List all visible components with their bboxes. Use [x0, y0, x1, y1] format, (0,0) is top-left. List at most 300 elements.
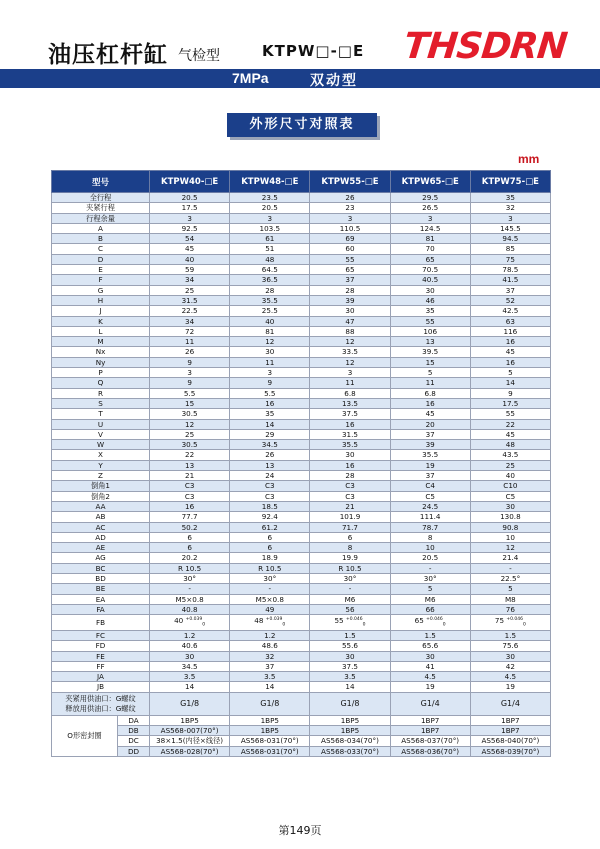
table-cell [310, 615, 390, 631]
table-cell: G1/8 [230, 692, 310, 715]
table-cell: 11 [230, 357, 310, 367]
table-cell: 47 [310, 316, 390, 326]
pressure-label: 7MPa [232, 70, 269, 86]
table-cell: 23.5 [230, 193, 310, 203]
table-row [52, 471, 551, 481]
table-cell: 90.8 [470, 522, 550, 532]
table-cell: 26.5 [390, 203, 470, 213]
table-cell: 37 [310, 275, 390, 285]
row-label-port [52, 692, 150, 715]
table-cell: 94.5 [470, 234, 550, 244]
table-cell: 39 [310, 295, 390, 305]
seal-row-label: DD [118, 746, 150, 756]
table-cell: 37 [390, 471, 470, 481]
table-cell: 12 [310, 357, 390, 367]
row-label: Q [52, 378, 150, 388]
table-cell: 22 [470, 419, 550, 429]
table-cell: 64.5 [230, 265, 310, 275]
table-cell: 30 [390, 285, 470, 295]
table-cell: 6 [310, 532, 390, 542]
tolerance-upper: +0.046 [506, 617, 523, 623]
row-label: FD [52, 641, 150, 651]
table-cell: 55 [470, 409, 550, 419]
table-cell: 77.7 [150, 512, 230, 522]
table-cell: R 10.5 [310, 563, 390, 573]
table-cell: 10 [470, 532, 550, 542]
row-label: R [52, 388, 150, 398]
table-cell: 3 [230, 368, 310, 378]
table-cell: 65 [310, 265, 390, 275]
tolerance-upper: +0.046 [426, 617, 443, 623]
table-row [52, 604, 551, 614]
table-cell: 9 [470, 388, 550, 398]
row-label: S [52, 398, 150, 408]
table-cell: 59 [150, 265, 230, 275]
table-cell: 17.5 [150, 203, 230, 213]
table-cell: 8 [390, 532, 470, 542]
table-cell: 30 [310, 306, 390, 316]
table-cell: G1/4 [390, 692, 470, 715]
header-band-left [0, 69, 212, 88]
table-cell: 35 [230, 409, 310, 419]
table-cell: 40.8 [150, 604, 230, 614]
table-cell: 52 [470, 295, 550, 305]
table-cell: 66 [390, 604, 470, 614]
table-cell: 14 [230, 419, 310, 429]
unit-label: mm [518, 152, 540, 166]
table-row [52, 193, 551, 203]
table-cell: 26 [310, 193, 390, 203]
table-row [52, 630, 551, 640]
port-label-release: 释放用供油口：G螺纹 [65, 703, 136, 713]
row-label: V [52, 429, 150, 439]
table-cell: C10 [470, 481, 550, 491]
table-cell: 3 [150, 213, 230, 223]
table-row [52, 203, 551, 213]
table-cell: 76 [470, 604, 550, 614]
seal-row-label: DB [118, 725, 150, 735]
table-cell: AS568-028(70°) [150, 746, 230, 756]
table-cell: 45 [470, 429, 550, 439]
table-cell: 1BP7 [390, 725, 470, 735]
table-cell: 4.5 [470, 672, 550, 682]
seal-row-label: DA [118, 715, 150, 725]
table-cell: 30 [390, 651, 470, 661]
table-cell: 6 [150, 543, 230, 553]
table-cell: 3 [150, 368, 230, 378]
row-label: F [52, 275, 150, 285]
table-cell: C4 [390, 481, 470, 491]
table-cell: 75 [470, 254, 550, 264]
table-cell: C5 [390, 491, 470, 501]
table-cell: 81 [230, 326, 310, 336]
table-cell: 32 [230, 651, 310, 661]
table-cell: 30 [310, 651, 390, 661]
column-header: KTPW75-□E [470, 171, 550, 193]
table-cell: 36.5 [230, 275, 310, 285]
tolerance-upper: +0.039 [185, 617, 203, 623]
table-cell: R 10.5 [150, 563, 230, 573]
table-row [52, 573, 551, 583]
table-cell: 30° [310, 573, 390, 583]
table-cell: 30.5 [150, 409, 230, 419]
table-row [52, 388, 551, 398]
table-cell: AS568-031(70°) [230, 746, 310, 756]
table-cell: 20 [390, 419, 470, 429]
table-cell: 75.6 [470, 641, 550, 651]
port-label-clamp: 夹紧用供油口：G螺纹 [65, 693, 136, 703]
table-cell: 3 [310, 213, 390, 223]
table-cell: 60 [310, 244, 390, 254]
row-label: C [52, 244, 150, 254]
tolerance-upper: +0.046 [345, 617, 363, 623]
table-cell: 18.5 [230, 501, 310, 511]
table-row [52, 368, 551, 378]
table-cell: 37 [470, 285, 550, 295]
table-cell: 34 [150, 316, 230, 326]
table-cell: 35.5 [230, 295, 310, 305]
table-cell: 25 [470, 460, 550, 470]
table-cell: 37 [230, 661, 310, 671]
table-cell: 85 [470, 244, 550, 254]
row-label: U [52, 419, 150, 429]
table-cell: 11 [310, 378, 390, 388]
table-cell: 30 [470, 651, 550, 661]
table-cell: 28 [310, 471, 390, 481]
table-cell: 70.5 [390, 265, 470, 275]
table-cell: 111.4 [390, 512, 470, 522]
table-cell: 63 [470, 316, 550, 326]
table-cell: 81 [390, 234, 470, 244]
table-cell: 16 [230, 398, 310, 408]
table-cell: 18.9 [230, 553, 310, 563]
row-label: 全行程 [52, 193, 150, 203]
table-cell: 88 [310, 326, 390, 336]
table-cell: G1/4 [470, 692, 550, 715]
table-row [52, 275, 551, 285]
table-cell: - [390, 563, 470, 573]
table-cell: 65 [390, 254, 470, 264]
row-label: H [52, 295, 150, 305]
table-cell: 40 [150, 254, 230, 264]
table-cell: 30 [470, 501, 550, 511]
action-type-label: 双动型 [310, 73, 358, 89]
row-label: G [52, 285, 150, 295]
table-cell: 6.8 [310, 388, 390, 398]
table-cell: M5×0.8 [150, 594, 230, 604]
table-row [52, 491, 551, 501]
table-cell: 1.5 [310, 630, 390, 640]
table-cell: 145.5 [470, 223, 550, 233]
table-cell: 22.5° [470, 573, 550, 583]
table-cell: 45 [470, 347, 550, 357]
table-cell: - [230, 584, 310, 594]
table-cell: 14 [470, 378, 550, 388]
row-label: 倒角2 [52, 491, 150, 501]
table-cell: 14 [150, 682, 230, 692]
table-cell: 5 [470, 368, 550, 378]
table-cell: 37.5 [310, 409, 390, 419]
table-row-seal [52, 725, 551, 735]
table-cell: 56 [310, 604, 390, 614]
table-cell: 1BP5 [230, 725, 310, 735]
row-label: Nx [52, 347, 150, 357]
table-cell: 41.5 [470, 275, 550, 285]
table-row [52, 594, 551, 604]
table-row [52, 661, 551, 671]
table-row [52, 337, 551, 347]
table-cell: 12 [310, 337, 390, 347]
table-cell: 26 [150, 347, 230, 357]
row-label: JB [52, 682, 150, 692]
table-cell: 42 [470, 661, 550, 671]
table-cell: 92.5 [150, 223, 230, 233]
table-cell: 40.6 [150, 641, 230, 651]
table-cell: 30° [150, 573, 230, 583]
table-cell: 28 [310, 285, 390, 295]
table-cell: 19 [390, 682, 470, 692]
table-row [52, 316, 551, 326]
table-cell: 1.2 [230, 630, 310, 640]
column-header: KTPW40-□E [150, 171, 230, 193]
table-row [52, 409, 551, 419]
table-cell: 5.5 [230, 388, 310, 398]
table-cell: 54 [150, 234, 230, 244]
table-cell: AS568-040(70°) [470, 736, 550, 746]
table-row-seal [52, 715, 551, 725]
table-cell: 22.5 [150, 306, 230, 316]
row-label: FB [52, 615, 150, 631]
table-header-row [52, 171, 551, 193]
model-code: KTPW□-□E [262, 42, 365, 60]
page-subtitle: 气检型 [178, 48, 220, 64]
row-label: EA [52, 594, 150, 604]
table-cell: 39.5 [390, 347, 470, 357]
row-label: Ny [52, 357, 150, 367]
table-row [52, 213, 551, 223]
table-row [52, 295, 551, 305]
table-cell: 3.5 [230, 672, 310, 682]
table-row [52, 641, 551, 651]
table-cell: 30 [230, 347, 310, 357]
table-cell: 24 [230, 471, 310, 481]
table-cell: 43.5 [470, 450, 550, 460]
row-label: E [52, 265, 150, 275]
table-cell: G1/8 [150, 692, 230, 715]
table-cell: 55.6 [310, 641, 390, 651]
table-cell: - [150, 584, 230, 594]
table-cell: 30° [230, 573, 310, 583]
table-cell: 1.5 [390, 630, 470, 640]
seal-row-label: DC [118, 736, 150, 746]
table-cell: 5 [390, 584, 470, 594]
row-label: JA [52, 672, 150, 682]
table-cell: 71.7 [310, 522, 390, 532]
table-cell: C3 [150, 481, 230, 491]
table-row [52, 553, 551, 563]
row-label: FA [52, 604, 150, 614]
table-row [52, 234, 551, 244]
table-cell: 1BP7 [390, 715, 470, 725]
table-cell: 3.5 [150, 672, 230, 682]
table-cell: 6.8 [390, 388, 470, 398]
page-title: 油压杠杆缸 [48, 42, 168, 68]
table-cell: 32 [470, 203, 550, 213]
table-cell: - [310, 584, 390, 594]
table-cell: 26 [230, 450, 310, 460]
table-cell: 20.5 [230, 203, 310, 213]
table-cell: 13 [390, 337, 470, 347]
section-title: 外形尺寸对照表 [227, 113, 377, 137]
column-header: KTPW48-□E [230, 171, 310, 193]
table-cell: 24.5 [390, 501, 470, 511]
table-cell: 9 [150, 378, 230, 388]
table-cell: 48.6 [230, 641, 310, 651]
row-label: BE [52, 584, 150, 594]
table-row [52, 254, 551, 264]
table-row [52, 460, 551, 470]
table-row-port [52, 692, 551, 715]
table-cell: 40 [230, 316, 310, 326]
table-cell [470, 615, 550, 631]
table-cell: M8 [470, 594, 550, 604]
table-cell: 50.2 [150, 522, 230, 532]
table-cell: 30 [150, 651, 230, 661]
table-cell: 17.5 [470, 398, 550, 408]
table-row [52, 378, 551, 388]
cell-value: 65 [414, 616, 424, 626]
table-row [52, 398, 551, 408]
table-cell: 25 [150, 285, 230, 295]
row-label: D [52, 254, 150, 264]
table-cell: 13 [230, 460, 310, 470]
table-cell: 78.7 [390, 522, 470, 532]
row-label: K [52, 316, 150, 326]
table-cell: C3 [230, 481, 310, 491]
table-cell: 40.5 [390, 275, 470, 285]
table-cell: 16 [390, 398, 470, 408]
row-label: BD [52, 573, 150, 583]
row-label: 行程余量 [52, 213, 150, 223]
row-label: A [52, 223, 150, 233]
table-row [52, 347, 551, 357]
table-cell: 1BP5 [150, 715, 230, 725]
table-cell: 39 [390, 440, 470, 450]
row-label: P [52, 368, 150, 378]
table-cell: 3 [390, 213, 470, 223]
table-cell: 15 [390, 357, 470, 367]
table-cell: 35 [470, 193, 550, 203]
table-cell: 19.9 [310, 553, 390, 563]
table-cell: 69 [310, 234, 390, 244]
row-label: 倒角1 [52, 481, 150, 491]
table-cell: 48 [230, 254, 310, 264]
row-label: AC [52, 522, 150, 532]
table-cell: 29.5 [390, 193, 470, 203]
table-cell [390, 615, 470, 631]
dimension-table [51, 170, 551, 757]
table-cell: AS568-036(70°) [390, 746, 470, 756]
column-header-model: 型号 [52, 171, 150, 193]
table-cell: 1.5 [470, 630, 550, 640]
header-band-right [212, 69, 600, 88]
row-label: Y [52, 460, 150, 470]
cell-value: 40 [174, 616, 184, 626]
table-cell: 8 [310, 543, 390, 553]
table-cell: 9 [230, 378, 310, 388]
table-cell: 9 [150, 357, 230, 367]
table-cell: 55 [310, 254, 390, 264]
table-cell: 10 [390, 543, 470, 553]
table-cell: 101.9 [310, 512, 390, 522]
table-row [52, 532, 551, 542]
row-label: L [52, 326, 150, 336]
table-cell: 35 [390, 306, 470, 316]
tolerance-lower: 0 [523, 622, 526, 628]
table-row [52, 615, 551, 631]
table-row [52, 440, 551, 450]
table-cell: C3 [230, 491, 310, 501]
table-cell: 1BP7 [470, 725, 550, 735]
cell-value: 75 [494, 616, 505, 626]
table-cell: 16 [310, 419, 390, 429]
tolerance-lower: 0 [202, 622, 206, 628]
table-cell: 16 [470, 337, 550, 347]
table-cell: C3 [310, 481, 390, 491]
table-row [52, 326, 551, 336]
table-cell: 34 [150, 275, 230, 285]
table-row-seal [52, 746, 551, 756]
table-cell: - [470, 563, 550, 573]
table-cell: 5 [470, 584, 550, 594]
table-cell: G1/8 [310, 692, 390, 715]
table-cell: 65.6 [390, 641, 470, 651]
table-cell: 1BP5 [230, 715, 310, 725]
table-cell: 11 [150, 337, 230, 347]
table-cell: 37.5 [310, 661, 390, 671]
row-label: W [52, 440, 150, 450]
table-cell: 6 [230, 532, 310, 542]
page-number: 第149页 [278, 824, 322, 837]
table-cell: 1BP5 [310, 715, 390, 725]
table-cell: M6 [310, 594, 390, 604]
table-cell: 38×1.5(内径×线径) [150, 736, 230, 746]
table-cell: 72 [150, 326, 230, 336]
table-cell [230, 615, 310, 631]
table-row-seal [52, 736, 551, 746]
table-cell: 1BP5 [310, 725, 390, 735]
table-cell: 70 [390, 244, 470, 254]
table-row [52, 501, 551, 511]
row-label: FF [52, 661, 150, 671]
row-label: J [52, 306, 150, 316]
table-cell: 48 [470, 440, 550, 450]
table-cell: 12 [470, 543, 550, 553]
table-cell: 19 [390, 460, 470, 470]
table-cell: 29 [230, 429, 310, 439]
row-label: 夹紧行程 [52, 203, 150, 213]
table-cell: AS568-037(70°) [390, 736, 470, 746]
table-row [52, 285, 551, 295]
table-row [52, 223, 551, 233]
table-cell: 20.5 [150, 193, 230, 203]
table-cell: 16 [470, 357, 550, 367]
table-cell: 49 [230, 604, 310, 614]
table-cell: 5.5 [150, 388, 230, 398]
tolerance-lower: 0 [362, 622, 366, 628]
table-cell: 23 [310, 203, 390, 213]
table-cell: 1BP7 [470, 715, 550, 725]
